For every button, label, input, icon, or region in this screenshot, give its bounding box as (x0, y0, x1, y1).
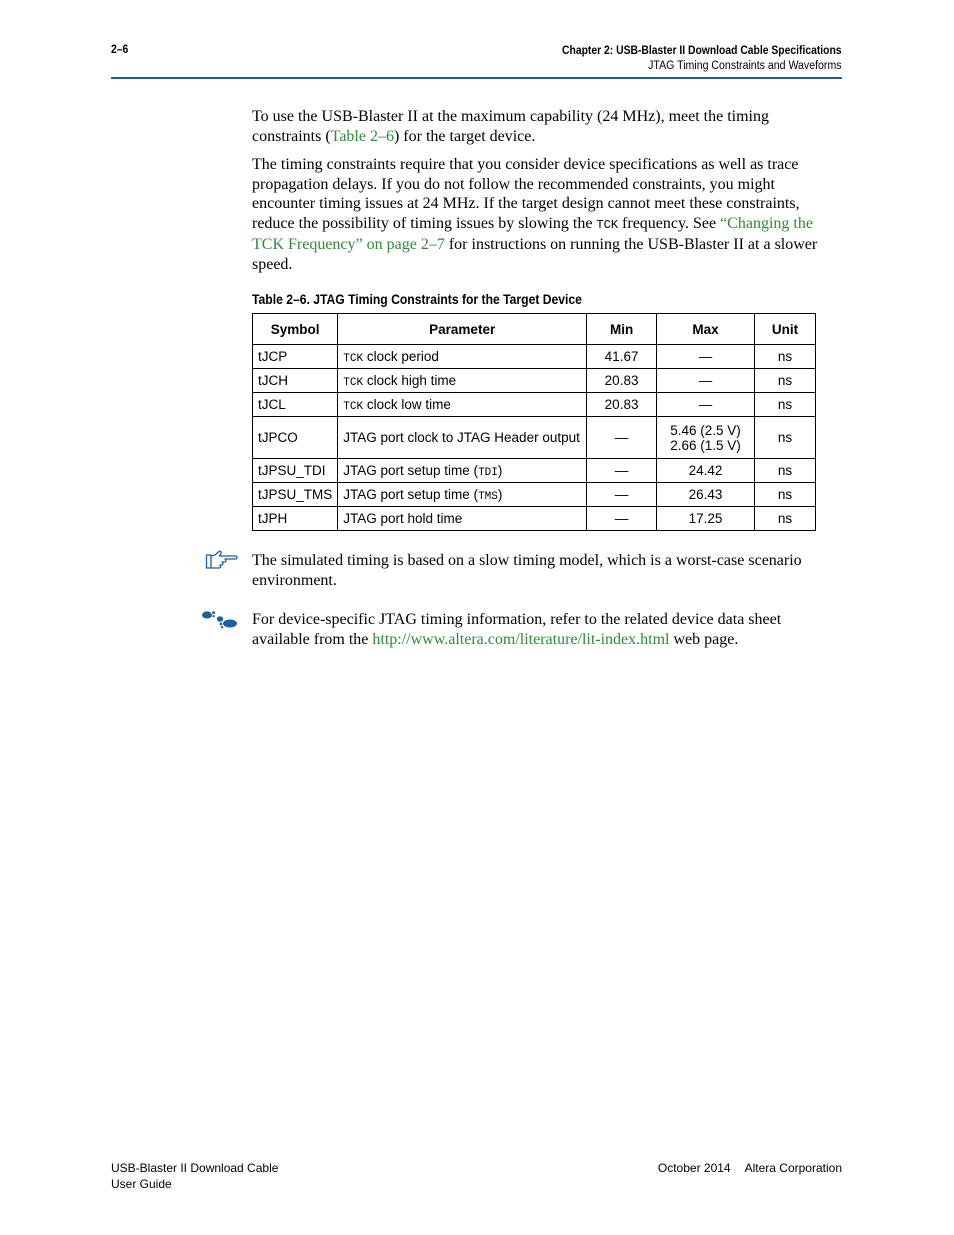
table-row (253, 507, 816, 531)
cell-max: 17.25 (657, 507, 755, 531)
footer-right (658, 1160, 842, 1176)
footer-doc-title: USB-Blaster II Download Cable (111, 1161, 279, 1175)
cell-unit: ns (755, 507, 816, 531)
table-row (253, 417, 816, 459)
table-row (253, 345, 816, 369)
text-run: ) for the target device. (393, 127, 536, 145)
text-run: To use the USB-Blaster II at the maximum capability (24 MHz), meet the timing constraints ( (252, 108, 769, 145)
pointing-hand-icon (205, 550, 239, 575)
cell-parameter (338, 483, 587, 507)
cell-text: JTAG port setup time ( (343, 486, 479, 502)
cell-text: clock period (363, 348, 439, 364)
running-header (531, 44, 842, 74)
cell-code: TCK (343, 376, 364, 389)
cell-min: 20.83 (587, 369, 657, 393)
paragraph-constraints (252, 155, 842, 274)
cell-unit: ns (755, 417, 816, 459)
code-tck: TCK (596, 217, 619, 232)
cell-min: — (587, 483, 657, 507)
paragraph-intro (252, 107, 842, 146)
text-run: for instructions on running the USB-Blaster II at a slower speed. (252, 236, 818, 273)
cell-symbol: tJPSU_TMS (253, 483, 338, 507)
table-row (253, 393, 816, 417)
cell-text: clock high time (363, 372, 457, 388)
cell-max: 26.43 (657, 483, 755, 507)
cell-parameter (338, 459, 587, 483)
text-run: web page. (669, 630, 739, 648)
chapter-title: Chapter 2: USB-Blaster II Download Cable Specifications (562, 45, 842, 57)
cell-min: — (587, 417, 657, 459)
cell-unit: ns (755, 345, 816, 369)
cell-code: TCK (343, 352, 364, 365)
cell-unit: ns (755, 483, 816, 507)
table-caption: Table 2–6. JTAG Timing Constraints for the Target Device (252, 292, 582, 307)
cell-symbol: tJPSU_TDI (253, 459, 338, 483)
cell-max: — (657, 369, 755, 393)
cell-text: JTAG port setup time ( (343, 462, 479, 478)
cell-text: clock low time (363, 396, 451, 412)
table-row (253, 369, 816, 393)
cell-max-line: 2.66 (1.5 V) (670, 437, 741, 453)
changing-tck-link[interactable]: “Changing the TCK Frequency” on page 2–7 (252, 214, 813, 253)
cell-symbol: tJCP (253, 345, 338, 369)
table-reference-link[interactable]: Table 2–6 (330, 127, 394, 145)
text-run: frequency. See (618, 214, 721, 232)
cell-code: TMS (478, 490, 498, 503)
cell-max: — (657, 393, 755, 417)
cell-code: TDI (478, 466, 498, 479)
cell-text: ) (497, 462, 503, 478)
cell-max (657, 417, 755, 459)
timing-table (252, 313, 816, 531)
cell-min: 41.67 (587, 345, 657, 369)
text-run: The timing constraints require that you consider device specifications as well as trace propagation delays. If you do not follow the recommended constraints, you might encounter timing issues at 24 MHz. If the target design cannot meet these constraints, reduce the possibility of timing issues by slowing the (252, 156, 800, 232)
cell-parameter: JTAG port clock to JTAG Header output (338, 417, 587, 459)
cell-unit: ns (755, 459, 816, 483)
header-symbol: Symbol (253, 314, 338, 345)
note-simulated-timing: The simulated timing is based on a slow timing model, which is a worst-case scenario environment. (252, 552, 802, 589)
footprints-icon (200, 611, 240, 634)
cell-unit: ns (755, 369, 816, 393)
cell-min: — (587, 459, 657, 483)
cell-parameter (338, 393, 587, 417)
header-unit: Unit (755, 314, 816, 345)
cell-symbol: tJPH (253, 507, 338, 531)
literature-url-link[interactable]: http://www.altera.com/literature/lit-index.html (372, 630, 670, 648)
table-row (253, 483, 816, 507)
cell-max-line: 5.46 (2.5 V) (670, 422, 741, 438)
section-title: JTAG Timing Constraints and Waveforms (648, 60, 842, 72)
header-min: Min (587, 314, 657, 345)
cell-min: — (587, 507, 657, 531)
header-parameter: Parameter (338, 314, 587, 345)
cell-min: 20.83 (587, 393, 657, 417)
header-rule (111, 77, 842, 79)
cell-max: — (657, 345, 755, 369)
table-row (253, 459, 816, 483)
footer-company: Altera Corporation (744, 1161, 842, 1175)
header-max: Max (657, 314, 755, 345)
footer-doc-subtitle: User Guide (111, 1177, 172, 1191)
cell-text: ) (497, 486, 503, 502)
cell-parameter (338, 345, 587, 369)
cell-parameter (338, 369, 587, 393)
cell-symbol: tJCH (253, 369, 338, 393)
text-run: For device-specific JTAG timing information, refer to the related device data sheet available from the (252, 611, 782, 648)
note-device-timing (252, 610, 842, 649)
cell-parameter: JTAG port hold time (338, 507, 587, 531)
cell-unit: ns (755, 393, 816, 417)
table-header-row (253, 314, 816, 345)
cell-max: 24.42 (657, 459, 755, 483)
page-number: 2–6 (111, 44, 129, 56)
footer-date: October 2014 (657, 1161, 731, 1175)
cell-symbol: tJPCO (253, 417, 338, 459)
cell-symbol: tJCL (253, 393, 338, 417)
cell-code: TCK (343, 400, 364, 413)
footer-left (111, 1160, 278, 1192)
